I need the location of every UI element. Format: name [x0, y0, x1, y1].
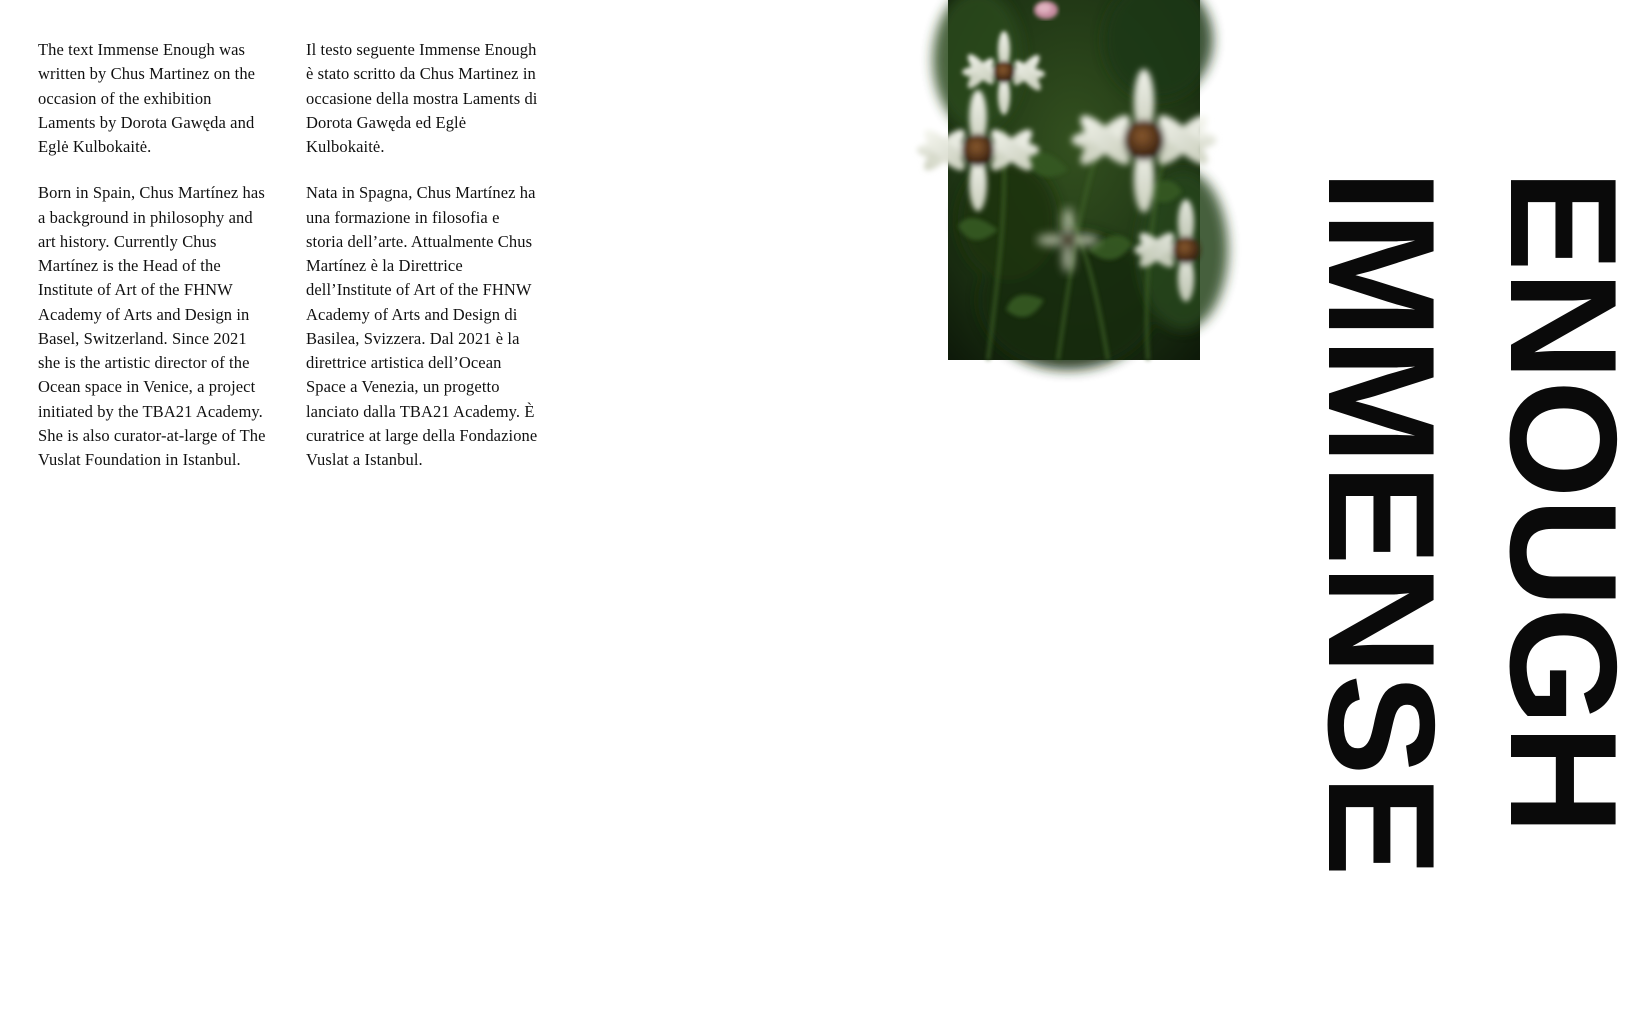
paragraph-it-1: Il testo seguente Immense Enough è stato scritto da Chus Martinez in occasione della mostra Laments di Dorota Gawęda ed Eglė Kulbokaitė. — [306, 40, 538, 156]
text-columns — [38, 38, 558, 472]
flower-photograph — [948, 0, 1200, 360]
column-italian — [306, 38, 538, 472]
column-english — [38, 38, 270, 472]
paragraph-en-2: Born in Spain, Chus Martínez has a background in philosophy and art history. Currently Chus Martínez is the Head of the Institute of Art of the FHNW Academy of Arts and Design in Basel, Switzerland. Since 2021 she is the artistic director of the Ocean space in Venice, a project initiated by the TBA21 Academy. She is also curator-at-large of The Vuslat Foundation in Istanbul. — [38, 183, 266, 469]
display-title-line-2: ENOUGH — [1478, 170, 1648, 835]
paragraph-en-1: The text Immense Enough was written by Chus Martinez on the occasion of the exhibition Laments by Dorota Gawęda and Eglė Kulbokaitė. — [38, 40, 256, 156]
paragraph-it-2: Nata in Spagna, Chus Martínez ha una formazione in filosofia e storia dell’arte. Attualmente Chus Martínez è la Direttrice dell’Institute of Art of the FHNW Academy of Arts and Design di Basilea, Svizzera. Dal 2021 è la direttrice artistica dell’Ocean Space a Venezia, un progetto lanciato dalla TBA21 Academy. È curatrice at large della Fondazione Vuslat a Istanbul. — [306, 183, 538, 469]
flower-photograph-graphic — [948, 0, 1200, 360]
display-title-line-1: IMMENSE — [1296, 170, 1466, 876]
